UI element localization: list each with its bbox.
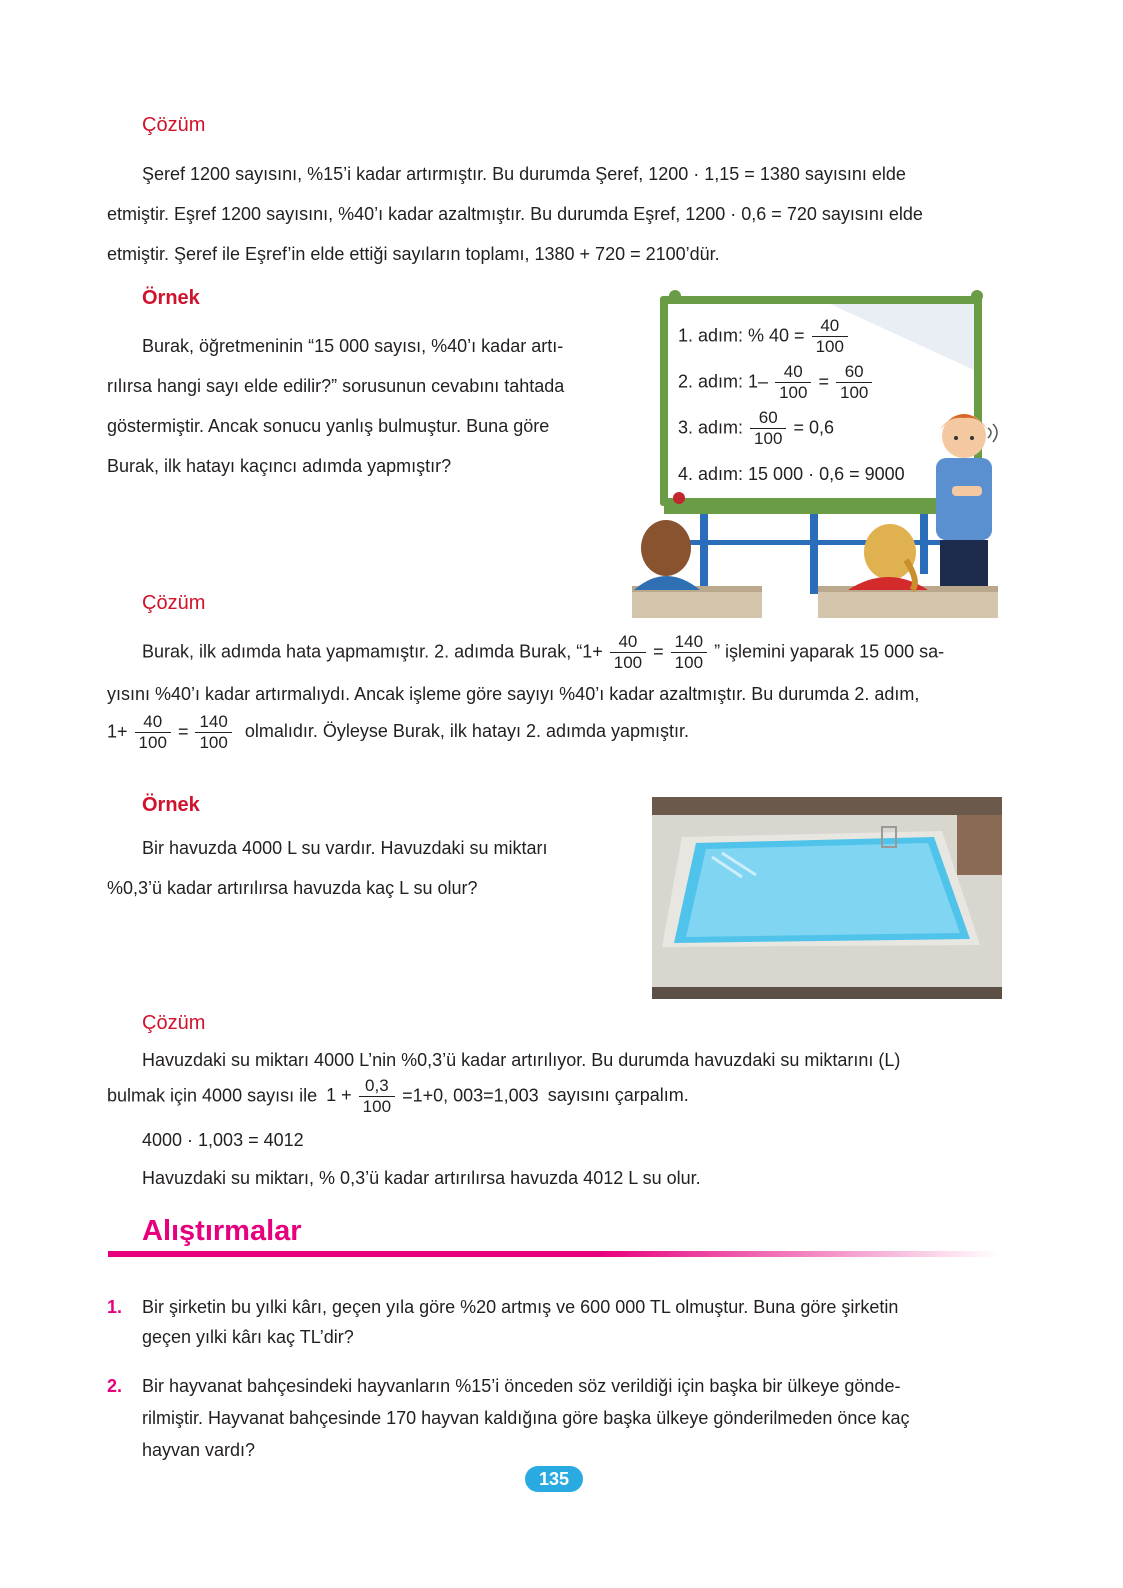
example-heading: Örnek xyxy=(142,287,200,309)
fraction-denominator: 100 xyxy=(754,429,783,448)
fraction-denominator: 100 xyxy=(362,1097,392,1116)
fraction-denominator: 100 xyxy=(138,733,167,752)
text-segment: 1 + xyxy=(326,1085,352,1106)
equals-sign: = xyxy=(653,641,664,662)
text-segment: Burak, ilk adımda hata yapmamıştır. 2. adımda Burak, “ xyxy=(142,641,583,662)
text-segment: olmalıdır. Öyleyse Burak, ilk hatayı 2. adımda yapmıştır. xyxy=(244,721,690,742)
board-step-1 xyxy=(678,316,850,357)
text-line: yısını %40’ı kadar artırmalıydı. Ancak işleme göre sayıyı %40’ı kadar azaltmıştır. Bu durumda 2. adım, xyxy=(107,684,920,704)
example-heading: Örnek xyxy=(142,794,200,816)
exercise-number: 2. xyxy=(107,1376,123,1396)
fraction-numerator: 140 xyxy=(195,712,231,733)
text-segment: sayısını çarpalım. xyxy=(547,1085,689,1106)
text-segment: bulmak için 4000 sayısı ile xyxy=(107,1085,318,1106)
step-label: 2. adım: 1– xyxy=(678,371,769,392)
exercise-item xyxy=(107,1292,1002,1352)
exercises-divider xyxy=(108,1251,1000,1257)
text-line: rilmiştir. Hayvanat bahçesinde 170 hayvan kaldığına göre başka ülkeye gönderilmeden önce kaç xyxy=(142,1408,910,1428)
board-step-2 xyxy=(678,362,874,403)
solution-line xyxy=(142,632,1002,673)
text-line: Şeref 1200 sayısını, %15’i kadar artırmıştır. Bu durumda Şeref, 1200 · 1,15 = 1380 sayısını elde xyxy=(142,164,906,184)
board-step-4: 4. adım: 15 000 · 0,6 = 9000 xyxy=(678,464,905,484)
solution-heading: Çözüm xyxy=(142,592,206,614)
solution-line xyxy=(107,1076,689,1117)
text-line: Havuzdaki su miktarı 4000 L’nin %0,3’ü kadar artırılıyor. Bu durumda havuzdaki su miktarını (L) xyxy=(142,1050,901,1070)
step-result: = 0,6 xyxy=(793,417,834,438)
text-line: Bir şirketin bu yılki kârı, geçen yıla göre %20 artmış ve 600 000 TL olmuştur. Buna göre şirketin xyxy=(142,1297,899,1317)
exercise-number: 1. xyxy=(107,1297,123,1317)
text-line: geçen yılki kârı kaç TL’dir? xyxy=(142,1327,354,1347)
text-line: 4000 · 1,003 = 4012 xyxy=(142,1130,304,1150)
text-line: Bir havuzda 4000 L su vardır. Havuzdaki su miktarı xyxy=(142,838,548,858)
solution-text xyxy=(107,154,1002,274)
fraction-numerator: 40 xyxy=(775,362,811,383)
text-segment: ” işlemini yaparak 15 000 sa- xyxy=(714,641,945,662)
fraction-denominator: 100 xyxy=(815,337,844,356)
fraction-numerator: 60 xyxy=(750,408,786,429)
equals-sign: = xyxy=(818,371,829,392)
exercise-item xyxy=(107,1370,1002,1466)
solution-heading: Çözüm xyxy=(142,1012,206,1034)
board-step-3 xyxy=(678,408,834,449)
text-line: hayvan vardı? xyxy=(142,1440,256,1460)
fraction-denominator: 100 xyxy=(779,383,808,402)
pool-drawing xyxy=(652,797,1002,999)
fraction-denominator: 100 xyxy=(199,733,228,752)
fraction-numerator: 0,3 xyxy=(359,1076,395,1097)
text-line: etmiştir. Eşref 1200 sayısını, %40’ı kadar azaltmıştır. Bu durumda Eşref, 1200 · 0,6 = 720 sayısını elde xyxy=(107,204,923,224)
text-line: göstermiştir. Ancak sonucu yanlış bulmuştur. Buna göre xyxy=(107,416,550,436)
classroom-illustration xyxy=(630,290,1000,620)
text-line: Bir hayvanat bahçesindeki hayvanların %15’i önceden söz verildiği için başka bir ülkeye gönde- xyxy=(142,1376,901,1396)
text-line: etmiştir. Şeref ile Eşref’in elde ettiği sayıların toplamı, 1380 + 720 = 2100’dür. xyxy=(107,244,720,264)
fraction-denominator: 100 xyxy=(674,653,704,672)
text-segment: =1+0, 003=1,003 xyxy=(402,1085,539,1106)
exercises-title: Alıştırmalar xyxy=(142,1215,302,1247)
text-line: Burak, ilk hatayı kaçıncı adımda yapmıştır? xyxy=(107,456,452,476)
equals-sign: = xyxy=(177,721,189,742)
text-line: Burak, öğretmeninin “15 000 sayısı, %40’ı kadar artı- xyxy=(142,336,564,356)
fraction-numerator: 60 xyxy=(836,362,872,383)
fraction-numerator: 40 xyxy=(812,316,848,337)
example-text xyxy=(107,326,607,486)
fraction-denominator: 100 xyxy=(840,383,869,402)
fraction-denominator: 100 xyxy=(613,653,643,672)
fraction-numerator: 140 xyxy=(671,632,707,653)
pool-photo xyxy=(652,797,1002,999)
text-segment: 1+ xyxy=(107,721,128,742)
text-line: Havuzdaki su miktarı, % 0,3’ü kadar artırılırsa havuzda 4012 L su olur. xyxy=(142,1168,701,1188)
text-segment: 1+ xyxy=(582,641,603,662)
text-line: rılırsa hangi sayı elde edilir?” sorusunun cevabını tahtada xyxy=(107,376,565,396)
fraction-numerator: 40 xyxy=(610,632,646,653)
solution-heading: Çözüm xyxy=(142,114,206,136)
step-label: 1. adım: % 40 = xyxy=(678,325,805,346)
example-text xyxy=(107,828,607,908)
step-label: 3. adım: xyxy=(678,417,744,438)
text-line: %0,3’ü kadar artırılırsa havuzda kaç L su olur? xyxy=(107,878,478,898)
page-number: 135 xyxy=(525,1466,583,1492)
fraction-numerator: 40 xyxy=(135,712,171,733)
solution-line xyxy=(107,712,689,753)
